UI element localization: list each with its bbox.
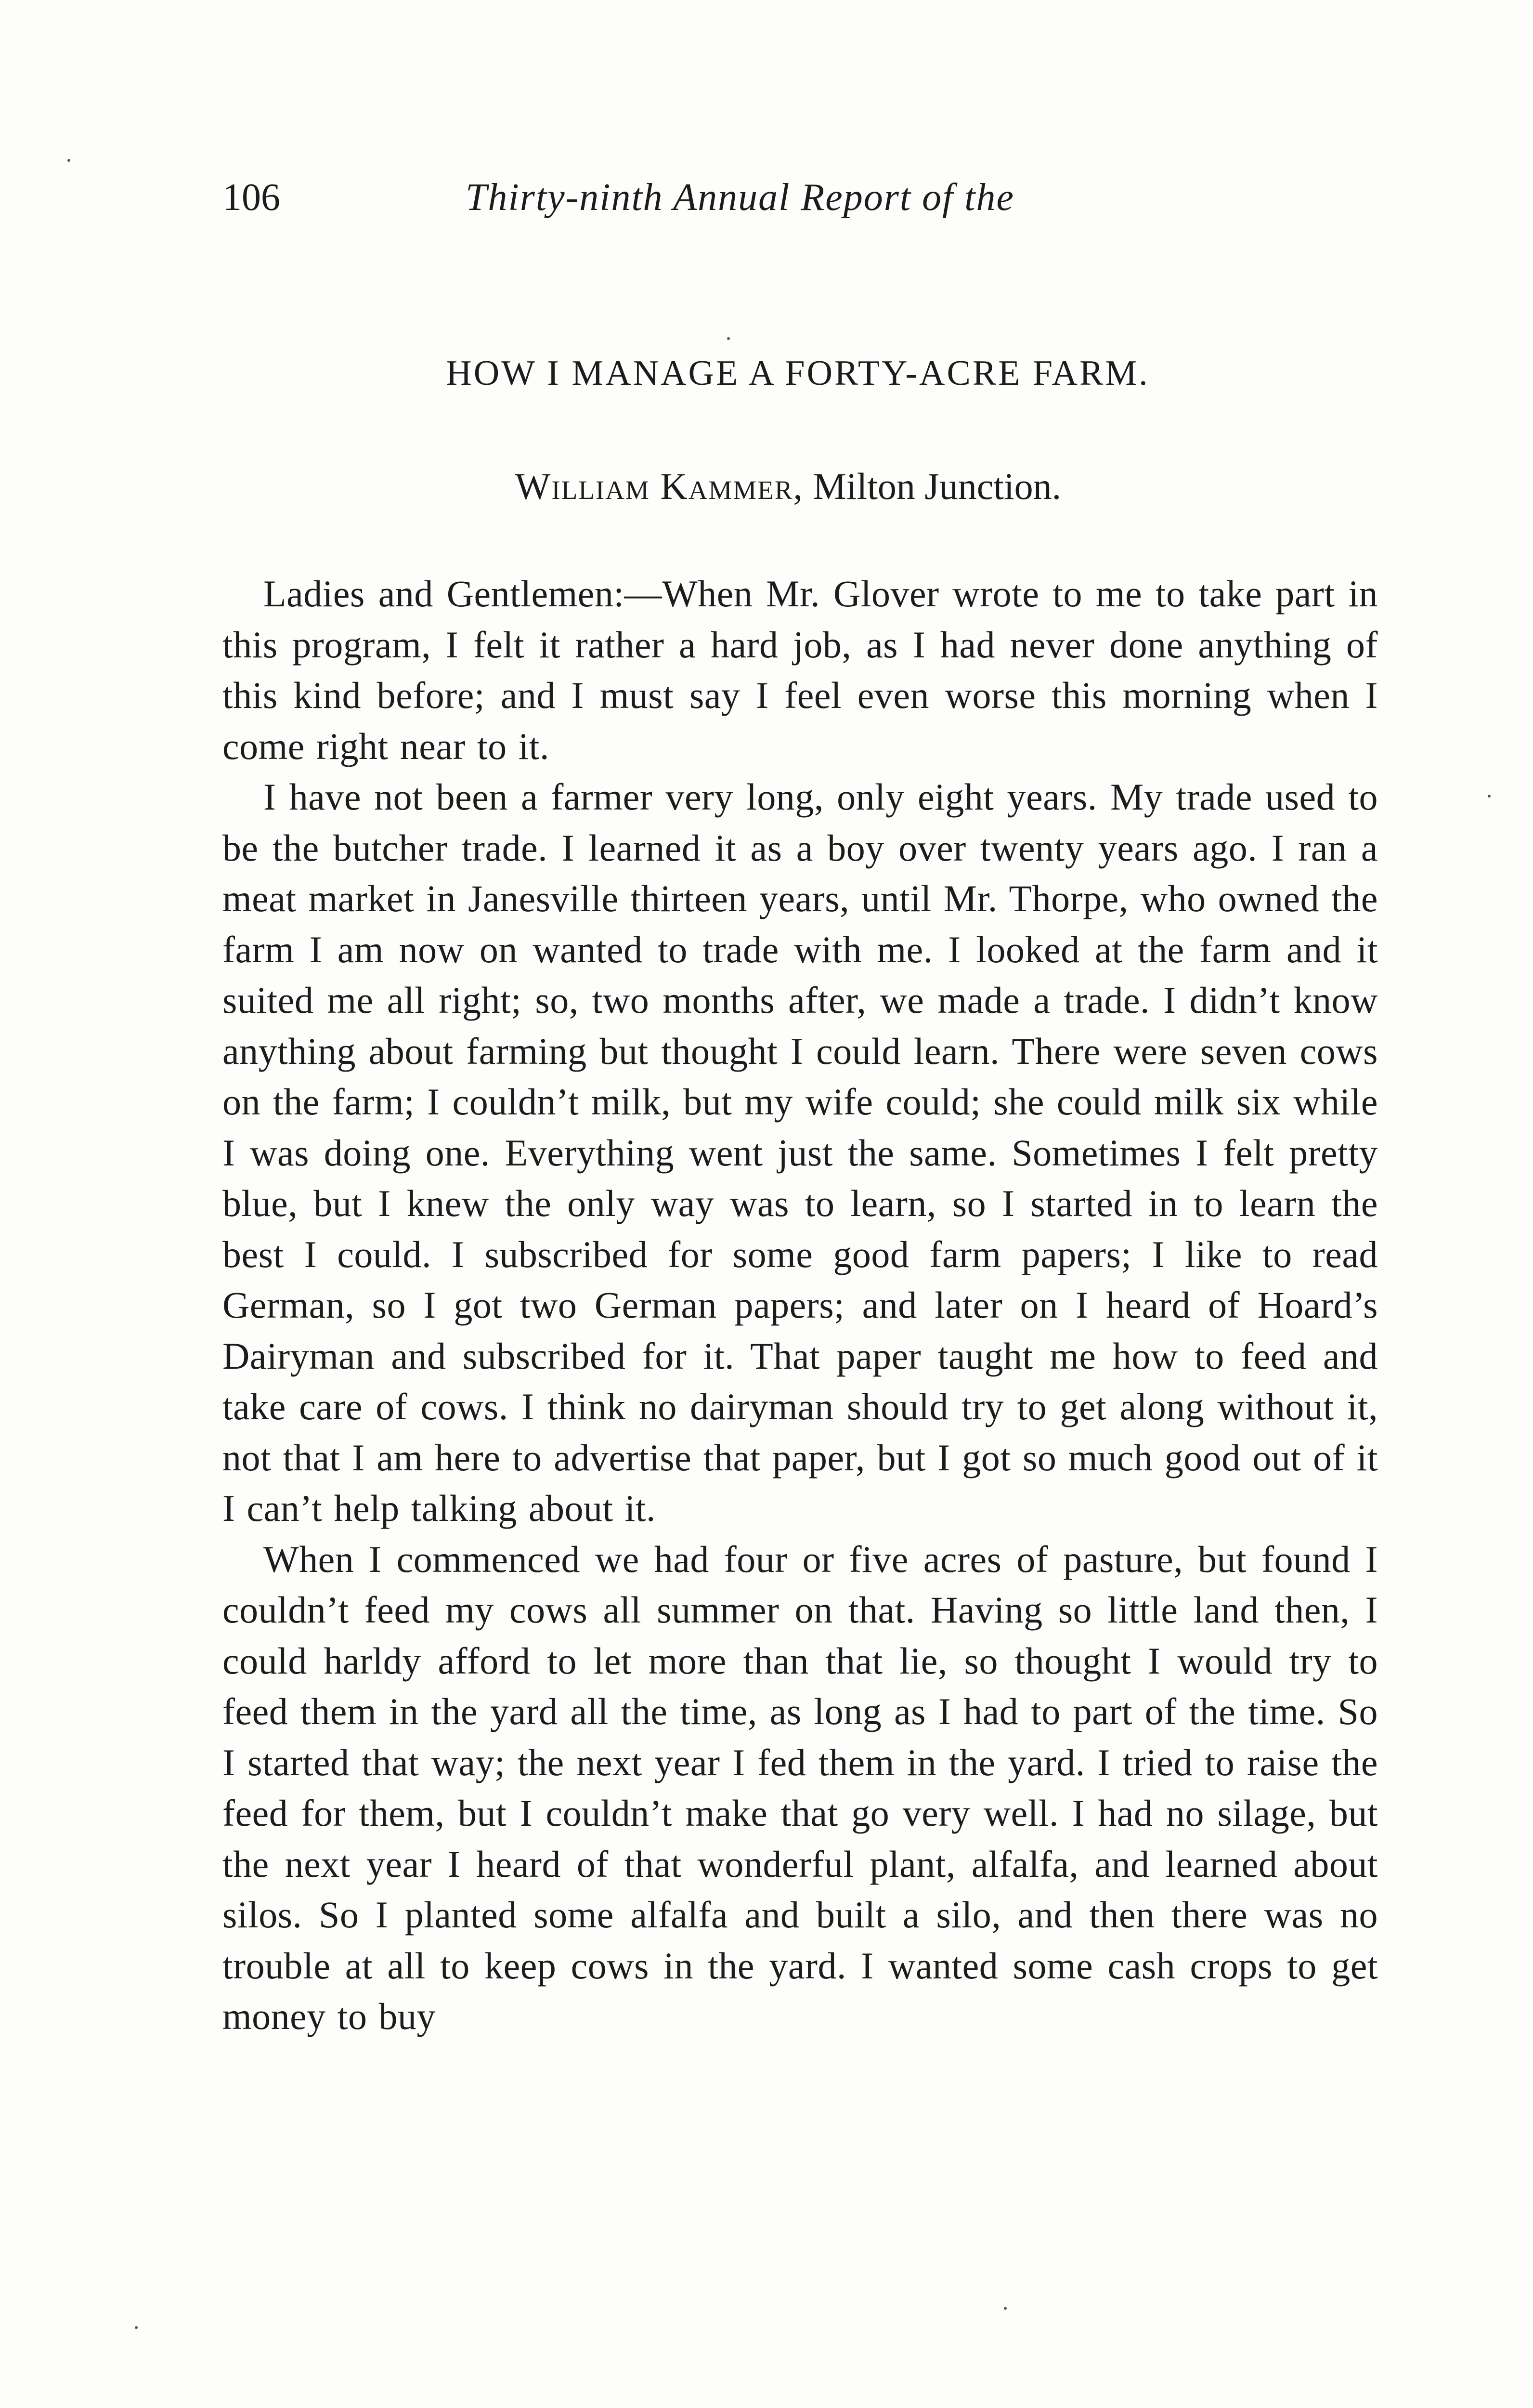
author-location: Milton Junction. [813, 465, 1062, 507]
byline [0, 460, 1533, 513]
paragraph: When I commenced we had four or five acres of pasture, but found I couldn’t feed my cows all summer on that. Having so little land then, I could harldy afford to let more than that lie, so thought I would try to feed them in the yard all the time, as long as I had to part of the time. So I started that way; the next year I fed them in the yard. I tried to raise the feed for them, but I couldn’t make that go very well. I had no silage, but the next year I heard of that wonderful plant, alfalfa, and learned about silos. So I planted some alfalfa and built a silo, and then there was no trouble at all to keep cows in the yard. I wanted some cash crops to get money to buy [222, 1538, 1378, 2037]
scan-speck [67, 159, 70, 162]
article-body [222, 568, 1378, 2042]
scan-speck [727, 337, 730, 340]
scan-speck [1004, 2307, 1007, 2310]
paragraph: Ladies and Gentlemen:—When Mr. Glover wrote to me to take part in this program, I felt it rather a hard job, as I had never done anything of this kind before; and I must say I feel even worse this morning when I come right near to it. [222, 573, 1378, 767]
running-head [222, 169, 1378, 226]
article-title: HOW I MANAGE A FORTY-ACRE FARM. [446, 353, 1150, 393]
scan-speck [1488, 795, 1491, 798]
scan-speck [135, 2326, 138, 2329]
author-name: William Kammer, [515, 465, 804, 507]
page-number: 106 [222, 176, 280, 219]
running-title: Thirty-ninth Annual Report of the [466, 176, 1015, 219]
paragraph: I have not been a farmer very long, only eight years. My trade used to be the butcher trade. I learned it as a boy over twenty years ago. I ran a meat market in Janesville thirteen years, until Mr. Thorpe, who owned the farm I am now on wanted to trade with me. I looked at the farm and it suited me all right; so, two months after, we made a trade. I didn’t know anything about farming but thought I could learn. There were seven cows on the farm; I couldn’t milk, but my wife could; she could milk six while I was doing one. Everything went just the same. Sometimes I felt pretty blue, but I knew the only way was to learn, so I started in to learn the best I could. I subscribed for some good farm papers; I like to read German, so I got two German papers; and later on I heard of Hoard’s Dairyman and subscribed for it. That paper taught me how to feed and take care of cows. I think no dairyman should try to get along without it, not that I am here to advertise that paper, but I got so much good out of it I can’t help talking about it. [222, 776, 1378, 1529]
